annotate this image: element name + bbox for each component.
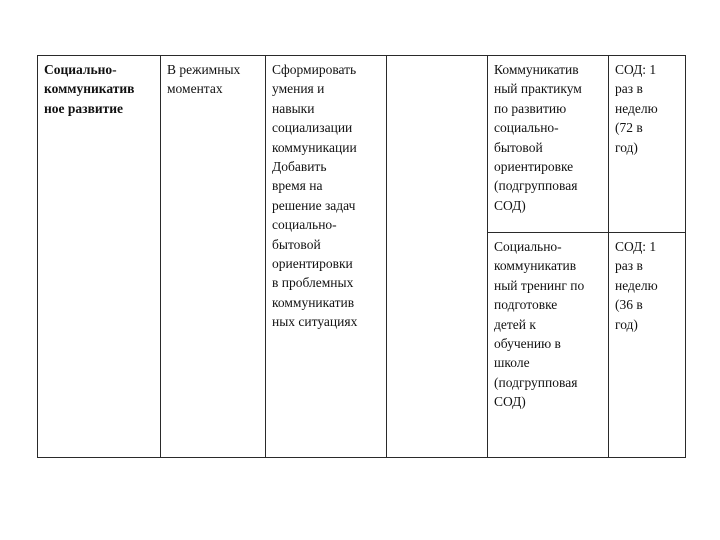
frequency-training-text: СОД: 1 раз в неделю (36 в год) <box>615 239 658 332</box>
frequency-practicum-text: СОД: 1 раз в неделю (72 в год) <box>615 62 658 155</box>
activity-cell <box>488 233 609 458</box>
educational-area-text: Социально- коммуникатив ное развитие <box>44 62 135 116</box>
educational-area-cell <box>38 56 161 458</box>
curriculum-table-container <box>37 55 685 457</box>
table-row <box>38 56 686 233</box>
activity-practicum-text: Коммуникатив ный практикум по развитию социально- бытовой ориентировке (подгрупповая СОД) <box>494 62 582 213</box>
frequency-cell <box>609 233 686 458</box>
tasks-text: Сформировать умения и навыки социализации коммуникации Добавить время на решение задач социально- бытовой ориентировки в проблемных коммуникатив ных ситуациях <box>272 62 358 330</box>
empty-cell <box>387 56 488 458</box>
regime-moments-cell <box>161 56 266 458</box>
regime-moments-text: В режимных моментах <box>167 62 241 97</box>
frequency-cell <box>609 56 686 233</box>
curriculum-table <box>37 55 686 458</box>
tasks-cell <box>266 56 387 458</box>
activity-training-text: Социально- коммуникатив ный тренинг по подготовке детей к обучению в школе (подгрупповая СОД) <box>494 239 585 410</box>
activity-cell <box>488 56 609 233</box>
